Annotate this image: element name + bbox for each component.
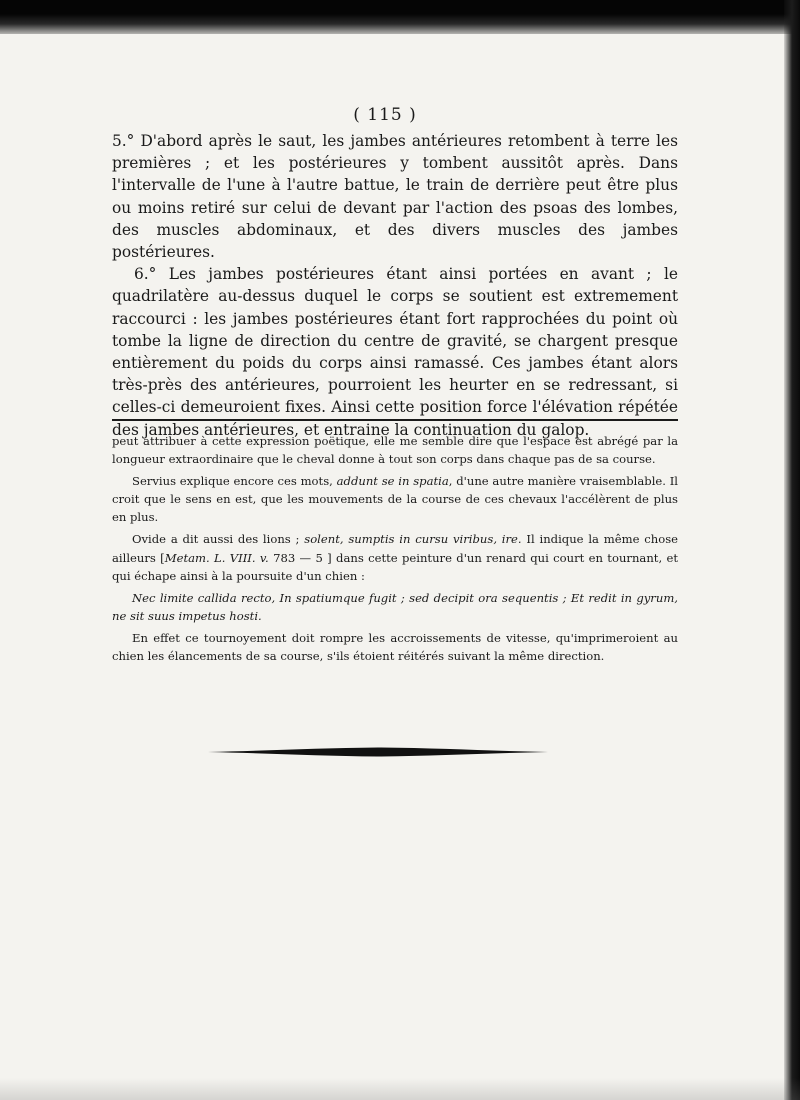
tail-ornament-rule xyxy=(208,746,548,758)
ovide-text-middle: Il indique la même chose ailleurs [ xyxy=(112,532,679,565)
paragraph-5: 5.° D'abord après le saut, les jambes antérieures retombent à terre les premières ; et les postérieures y tombent aussitôt après. Dans l'intervalle de l'une à l'autre battue, le train de derrière peut être plus ou moins retiré sur celui de devant par l'action des psoas des lombes, des muscles abdominaux, et des divers muscles des jambes postérieures. xyxy=(112,132,678,262)
footnote-verse xyxy=(112,589,678,625)
footnotes xyxy=(112,432,678,669)
ovide-text-after: 783 — 5 ] dans cette peinture d'un renard qui court en tournant, et qui échape ainsi à la poursuite d'un chien : xyxy=(112,550,678,583)
ovide-text-before: Ovide a dit aussi des lions ; xyxy=(132,532,305,547)
servius-text-before: Servius explique encore ces mots, xyxy=(132,474,337,489)
servius-quote: addunt se in spatia xyxy=(336,474,449,489)
latin-verse: Nec limite callida recto, In spatiumque fugit ; sed decipit ora sequentis ; Et redit in gyrum, ne sit suus impetus hosti. xyxy=(112,590,678,623)
footnote-conclusion: En effet ce tournoyement doit rompre les accroissements de vitesse, qu'imprimeroient au chien les élancements de sa course, s'ils étoient réitérés suivant la même direction. xyxy=(112,630,678,664)
paragraph-6: 6.° Les jambes postérieures étant ainsi portées en avant ; le quadrilatère au-dessus duquel le corps se soutient est extremement raccourci : les jambes postérieures étant fort rapprochées du point où tombe la ligne de direction du centre de gravité, se chargent presque entièrement du poids du corps ainsi ramassé. Ces jambes étant alors très-près des antérieures, pourroient les heurter en se redressant, si celles-ci demeuroient fixes. Ainsi cette position force l'élévation répétée des jambes antérieures, et entraine la continuation du galop. xyxy=(112,265,678,439)
scan-border-top xyxy=(0,0,800,34)
footnote-ovide xyxy=(112,530,678,584)
page-number: ( 115 ) xyxy=(353,105,417,125)
footnote-separator-rule xyxy=(112,419,678,421)
scan-border-right xyxy=(784,0,800,1100)
main-text xyxy=(112,130,678,441)
ovide-quote: solent, sumptis in cursu viribus, ire. xyxy=(304,532,522,547)
footnote-servius xyxy=(112,472,678,526)
footnote-continuation: peut attribuer à cette expression poëtique, elle me semble dire que l'espace est abrégé par la longueur extraordinaire que le cheval donne à tout son corps dans chaque pas de sa course. xyxy=(112,434,678,467)
servius-text-after: , d'une autre manière vraisemblable. Il croit que le sens en est, que les mouvements de la course de ces chevaux l'accélèrent de plus en plus. xyxy=(112,474,679,525)
ovide-reference: Metam. L. VIII. v. xyxy=(164,550,269,565)
scan-border-bottom xyxy=(0,1078,800,1100)
